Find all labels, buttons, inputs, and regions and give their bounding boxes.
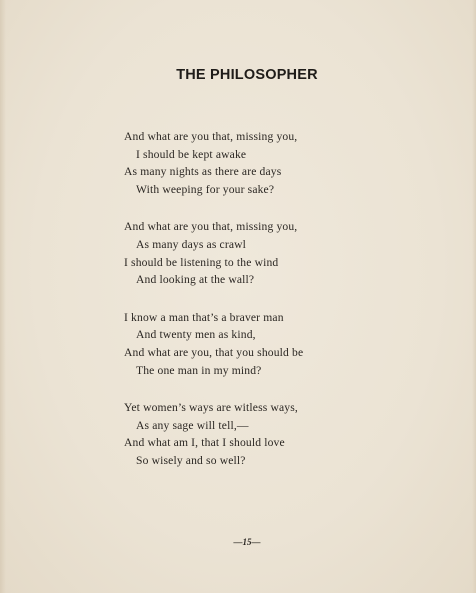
poem-line: The one man in my mind? [136, 363, 262, 377]
poem-line: And what am I, that I should love [124, 436, 285, 450]
poem-line: I should be kept awake [136, 147, 247, 161]
poem-line: With weeping for your sake? [136, 182, 275, 196]
page-number: —15— [233, 537, 261, 547]
stanza [124, 218, 424, 288]
stanza [124, 128, 424, 198]
poem-title: THE PHILOSOPHER [176, 67, 318, 83]
poem-line: I know a man that’s a braver man [124, 310, 284, 324]
poem-line: And what are you, that you should be [124, 345, 304, 359]
stanza [124, 399, 424, 469]
page-right-edge [472, 0, 476, 593]
poem-body [124, 128, 424, 490]
poem-line: Yet women’s ways are witless ways, [124, 401, 298, 415]
poem-line: So wisely and so well? [136, 453, 246, 467]
poem-line: And twenty men as kind, [136, 328, 256, 342]
poem-line: As many days as crawl [136, 237, 247, 251]
poem-line: As any sage will tell,— [136, 418, 249, 432]
poem-line: I should be listening to the wind [124, 255, 279, 269]
stanza [124, 309, 424, 379]
poem-line: As many nights as there are days [124, 165, 282, 179]
page-left-edge [0, 0, 6, 593]
poem-line: And looking at the wall? [136, 273, 255, 287]
poem-line: And what are you that, missing you, [124, 220, 298, 234]
poem-line: And what are you that, missing you, [124, 130, 298, 143]
